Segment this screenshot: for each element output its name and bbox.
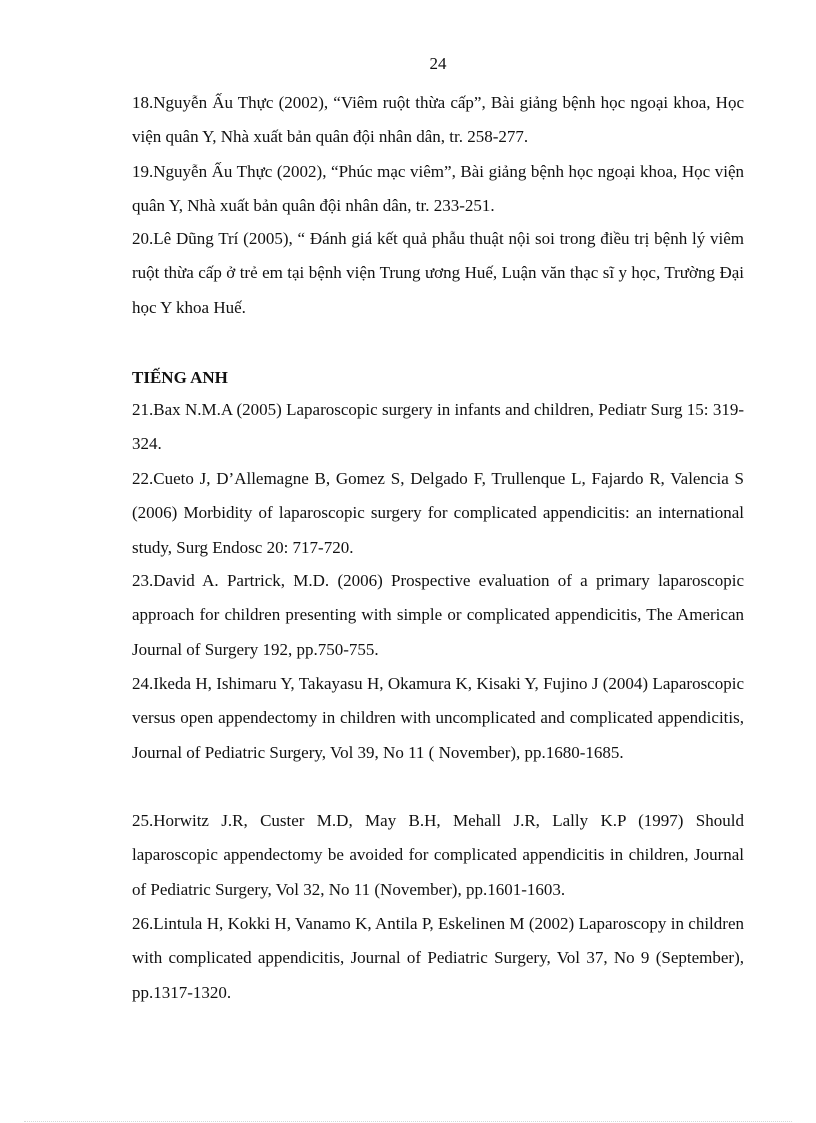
reference-26: 26.Lintula H, Kokki H, Vanamo K, Antila P, Eskelinen M (2002) Laparoscopy in children with complicated appendicitis, Journal of Pediatric Surgery, Vol 37, No 9 (September), pp.1317-1320. [132,914,744,1002]
reference-21: 21.Bax N.M.A (2005) Laparoscopic surgery in infants and children, Pediatr Surg 15: 319-324. [132,400,744,454]
reference-24: 24.Ikeda H, Ishimaru Y, Takayasu H, Okamura K, Kisaki Y, Fujino J (2004) Laparoscopic versus open appendectomy in children with uncomplicated and complicated appendicitis, Journal of Pediatric Surgery, Vol 39, No 11 ( November), pp.1680-1685. [132,674,744,762]
page-number: 24 [429,54,447,73]
reference-25: 25.Horwitz J.R, Custer M.D, May B.H, Mehall J.R, Lally K.P (1997) Should laparoscopic appendectomy be avoided for complicated appendicitis in children, Journal of Pediatric Surgery, Vol 32, No 11 (November), pp.1601-1603. [132,811,744,899]
section-heading: TIẾNG ANH [132,368,228,387]
reference-18: 18.Nguyễn Ấu Thực (2002), “Viêm ruột thừa cấp”, Bài giảng bệnh học ngoại khoa, Học viện quân Y, Nhà xuất bản quân đội nhân dân, tr. 258-277. [132,93,744,147]
reference-20: 20.Lê Dũng Trí (2005), “ Đánh giá kết quả phẫu thuật nội soi trong điều trị bệnh lý viêm ruột thừa cấp ở trẻ em tại bệnh viện Trung ương Huế, Luận văn thạc sĩ y học, Trường Đại học Y khoa Huế. [132,229,744,317]
reference-19: 19.Nguyễn Ấu Thực (2002), “Phúc mạc viêm”, Bài giảng bệnh học ngoại khoa, Học viện quân Y, Nhà xuất bản quân đội nhân dân, tr. 233-251. [132,162,744,216]
bottom-rule [24,1121,792,1122]
reference-22: 22.Cueto J, D’Allemagne B, Gomez S, Delgado F, Trullenque L, Fajardo R, Valencia S (2006) Morbidity of laparoscopic surgery for complicated appendicitis: an international study, Surg Endosc 20: 717-720. [132,469,744,557]
reference-23: 23.David A. Partrick, M.D. (2006) Prospective evaluation of a primary laparoscopic approach for children presenting with simple or complicated appendicitis, The American Journal of Surgery 192, pp.750-755. [132,571,744,659]
